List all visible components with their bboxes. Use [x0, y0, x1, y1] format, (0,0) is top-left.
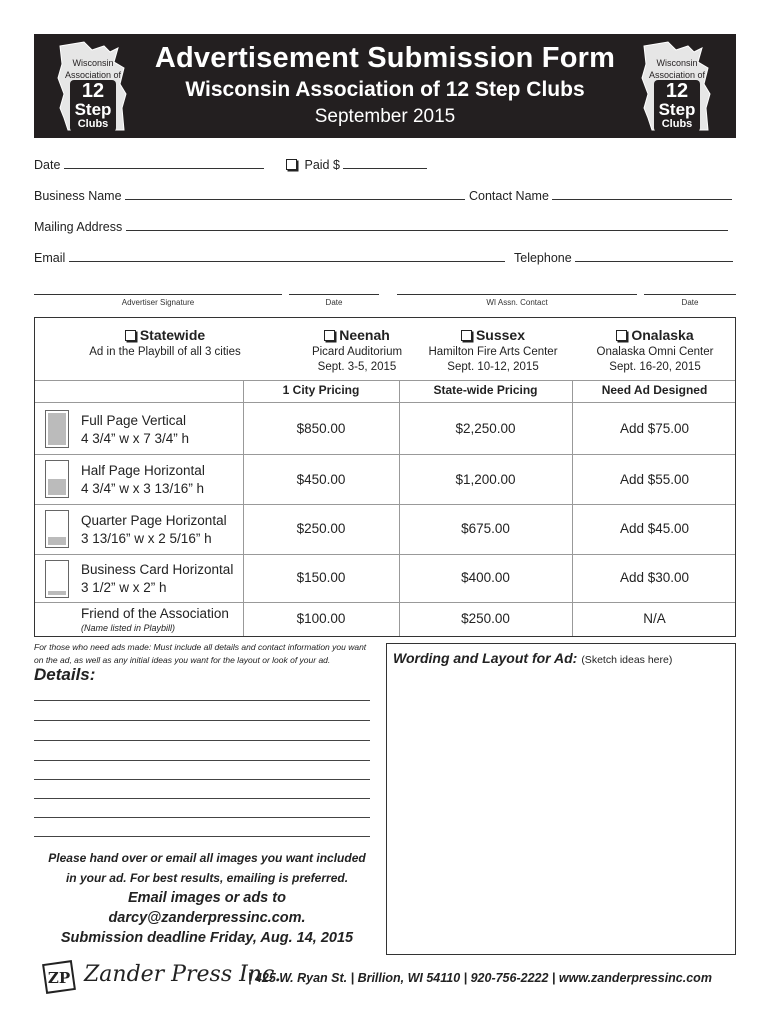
ad-size-name: Friend of the Association [81, 606, 229, 621]
location-sub: Ad in the Playbill of all 3 cities [89, 346, 241, 358]
price-city: $150.00 [296, 570, 346, 585]
ad-size-note: (Name listed in Playbill) [81, 623, 176, 633]
price-statewide: $2,250.00 [455, 421, 516, 436]
email-row [34, 250, 505, 265]
location-venue: Onalaska Omni Center [596, 346, 714, 358]
location-name: Statewide [139, 327, 206, 343]
wi-contact-date-field[interactable] [644, 294, 736, 295]
table-divider [572, 380, 573, 636]
wi-contact-signature-field[interactable] [397, 294, 637, 295]
col-header-statewide: State-wide Pricing [433, 383, 538, 397]
advertiser-date-field[interactable] [289, 294, 379, 295]
logo-line1: Wisconsin [72, 58, 114, 68]
zander-press-logo-icon [42, 960, 76, 994]
contact-name-field[interactable] [552, 188, 732, 200]
telephone-field[interactable] [575, 250, 733, 262]
price-city: $100.00 [296, 611, 346, 626]
mailing-address-field[interactable] [126, 219, 728, 231]
price-city: $250.00 [296, 521, 346, 536]
table-divider [35, 380, 735, 381]
location-statewide [35, 318, 295, 380]
location-name: Onalaska [631, 327, 694, 343]
table-divider [35, 504, 735, 505]
ad-size-thumbnail [45, 510, 69, 548]
sketch-title-text: Wording and Layout for Ad: [393, 650, 578, 666]
advertiser-signature-label: Advertiser Signature [121, 298, 195, 307]
sketch-title [393, 650, 672, 666]
paid-checkbox[interactable] [286, 159, 297, 170]
wisconsin-logo-right [638, 38, 716, 134]
email-label: Email [34, 251, 66, 265]
wi-contact-date-label: Date [681, 298, 699, 307]
ad-size-dimensions: 3 13/16” w x 2 5/16” h [81, 531, 212, 546]
mailing-address-row [34, 219, 728, 234]
logo-line2: Association of [64, 70, 122, 80]
table-divider [35, 402, 735, 403]
logo-line2: Association of [648, 70, 706, 80]
thumb-fill [48, 537, 66, 545]
details-title: Details: [34, 665, 96, 684]
location-onalaska [580, 318, 730, 380]
details-intro: For those who need ads made: Must include all details and contact information you want on the ad, as well as any initial ideas you want for the layout or look of your ad. [34, 642, 367, 665]
neenah-checkbox[interactable] [324, 330, 335, 341]
form-date: September 2015 [314, 106, 456, 127]
submission-deadline: Submission deadline Friday, Aug. 14, 2015 [60, 930, 354, 946]
sketch-area[interactable] [386, 643, 736, 955]
ad-size-quarter-page [81, 512, 227, 548]
contact-name-row [469, 188, 732, 203]
telephone-label: Telephone [514, 251, 572, 265]
thumb-fill [48, 479, 66, 495]
footer-brand: Zander Press Inc. [84, 962, 282, 987]
ad-size-name: Quarter Page Horizontal [81, 513, 227, 528]
table-divider [35, 602, 735, 603]
ad-size-thumbnail [45, 560, 69, 598]
submission-instructions [34, 848, 380, 948]
details-line[interactable] [34, 817, 370, 818]
location-venue: Picard Auditorium [311, 346, 403, 358]
price-design: Add $55.00 [619, 472, 690, 487]
ad-size-friend [81, 605, 229, 633]
details-line[interactable] [34, 779, 370, 780]
date-label: Date [34, 158, 61, 172]
logo-word1: Step [658, 100, 696, 119]
ad-size-dimensions: 3 1/2” w x 2” h [81, 580, 167, 595]
location-dates: Sept. 10-12, 2015 [447, 361, 539, 373]
ad-size-thumbnail [45, 410, 69, 448]
contact-name-label: Contact Name [469, 189, 549, 203]
instruction-line3: Email images or ads to [128, 890, 286, 906]
price-design: Add $30.00 [619, 570, 690, 585]
submission-email[interactable]: darcy@zanderpressinc.com. [108, 910, 306, 926]
footer [34, 958, 736, 998]
wi-contact-label: WI Assn. Contact [486, 298, 548, 307]
details-line[interactable] [34, 760, 370, 761]
form-title: Advertisement Submission Form [154, 42, 616, 74]
telephone-row [514, 250, 733, 265]
thumb-fill [48, 591, 66, 595]
details-line[interactable] [34, 798, 370, 799]
instruction-line1: Please hand over or email all images you want included [48, 851, 366, 865]
ad-size-name: Half Page Horizontal [81, 463, 205, 478]
location-sussex [418, 318, 568, 380]
header-banner [34, 34, 736, 138]
business-name-row [34, 188, 465, 203]
logo-line1: Wisconsin [656, 58, 698, 68]
logo-number: 12 [665, 80, 689, 102]
logo-number: 12 [81, 80, 105, 102]
price-statewide: $250.00 [461, 611, 510, 626]
onalaska-checkbox[interactable] [616, 330, 627, 341]
paid-amount-field[interactable] [343, 157, 427, 169]
sketch-hint: (Sketch ideas here) [581, 654, 673, 666]
thumb-fill [48, 413, 66, 445]
date-field[interactable] [64, 157, 264, 169]
ad-size-thumbnail [45, 460, 69, 498]
email-field[interactable] [69, 250, 505, 262]
instruction-line2: in your ad. For best results, emailing is preferred. [65, 871, 349, 885]
form-subtitle: Wisconsin Association of 12 Step Clubs [185, 78, 585, 101]
business-name-field[interactable] [125, 188, 465, 200]
price-statewide: $400.00 [461, 570, 510, 585]
ad-size-name: Full Page Vertical [81, 413, 187, 428]
col-header-city: 1 City Pricing [282, 383, 360, 397]
price-design: Add $45.00 [619, 521, 690, 536]
statewide-checkbox[interactable] [125, 330, 136, 341]
ad-size-name: Business Card Horizontal [81, 562, 234, 577]
table-divider [243, 380, 244, 636]
details-line[interactable] [34, 836, 370, 837]
advertiser-signature-field[interactable] [34, 294, 282, 295]
mailing-address-label: Mailing Address [34, 220, 123, 234]
date-field-row [34, 157, 264, 172]
price-city: $850.00 [296, 421, 346, 436]
price-design: Add $75.00 [619, 421, 690, 436]
location-dates: Sept. 3-5, 2015 [317, 361, 397, 373]
price-design: N/A [643, 611, 666, 626]
location-venue: Hamilton Fire Arts Center [428, 346, 558, 358]
ad-size-business-card [81, 561, 233, 597]
ad-size-half-page [81, 462, 205, 498]
logo-letters: ZP [47, 969, 71, 987]
price-city: $450.00 [296, 472, 346, 487]
details-line[interactable] [34, 720, 370, 721]
logo-word2: Clubs [77, 118, 109, 130]
col-header-design: Need Ad Designed [601, 383, 708, 397]
location-name: Neenah [339, 327, 390, 343]
ad-size-full-page [81, 412, 189, 448]
table-divider [399, 380, 400, 636]
details-line[interactable] [34, 700, 370, 701]
ad-size-dimensions: 4 3/4” w x 7 3/4” h [81, 431, 190, 446]
table-divider [35, 554, 735, 555]
logo-word1: Step [74, 100, 112, 119]
price-statewide: $1,200.00 [455, 472, 516, 487]
paid-field-row [286, 157, 427, 172]
sussex-checkbox[interactable] [461, 330, 472, 341]
details-line[interactable] [34, 740, 370, 741]
footer-contact[interactable]: | 425 W. Ryan St. | Brillion, WI 54110 | 920-756-2222 | www.zanderpressinc.com [248, 971, 712, 985]
paid-label: Paid $ [304, 158, 340, 172]
ad-size-dimensions: 4 3/4” w x 3 13/16” h [81, 481, 205, 496]
price-statewide: $675.00 [461, 521, 510, 536]
logo-word2: Clubs [661, 118, 693, 130]
pricing-table [34, 317, 736, 637]
business-name-label: Business Name [34, 189, 122, 203]
location-dates: Sept. 16-20, 2015 [609, 361, 701, 373]
location-name: Sussex [475, 327, 526, 343]
advertiser-date-label: Date [325, 298, 343, 307]
table-divider [35, 454, 735, 455]
